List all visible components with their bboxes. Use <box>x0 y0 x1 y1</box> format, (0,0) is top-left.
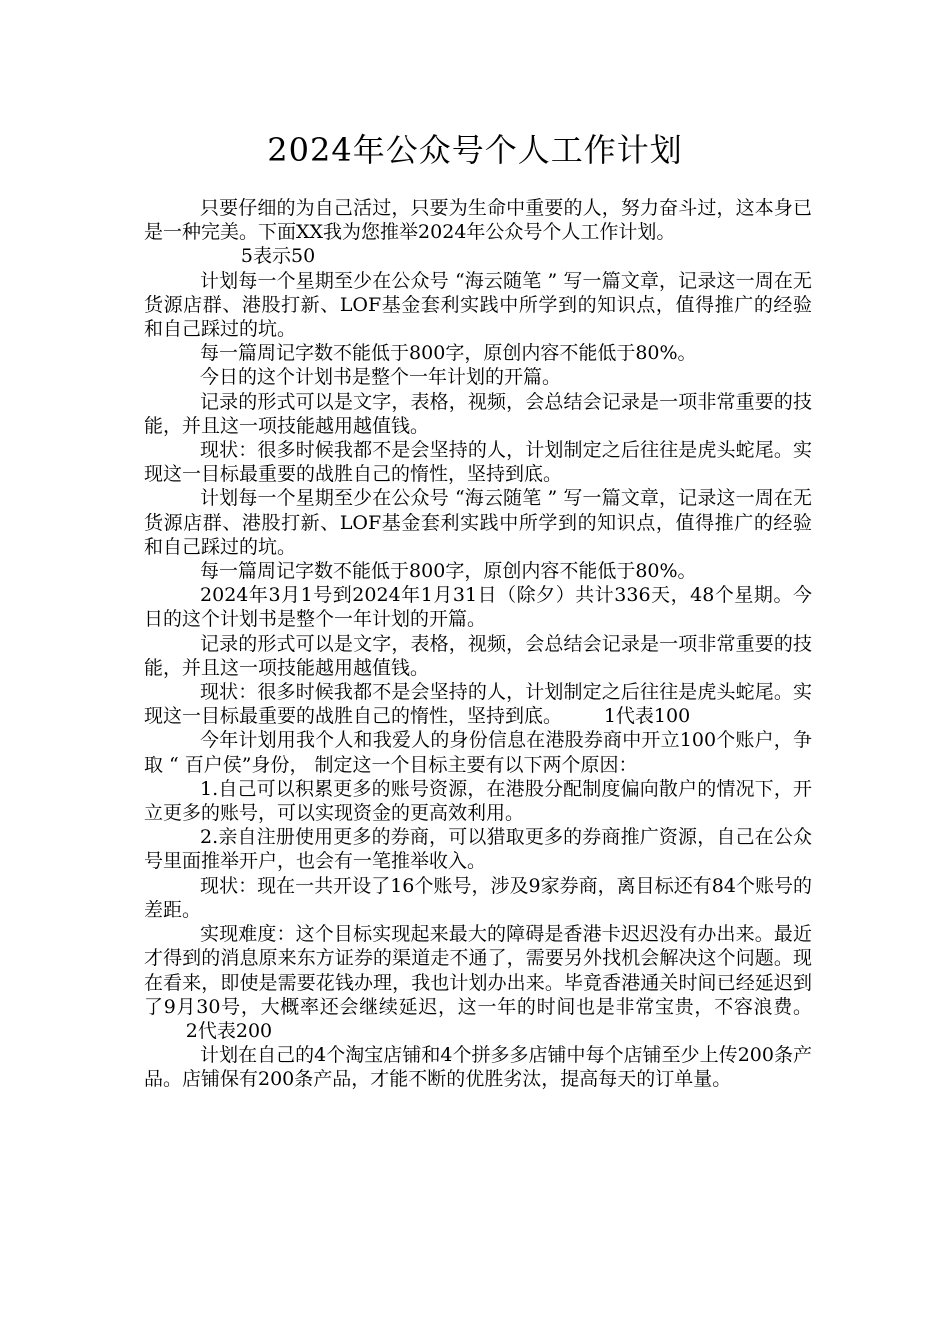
reason-1: 1.自己可以积累更多的账号资源，在港股分配制度偏向散户的情况下，开立更多的账号，可以实现资金的更高效利用。 <box>144 777 812 825</box>
paragraph-status-1: 现状：很多时候我都不是会坚持的人，计划制定之后往往是虎头蛇尾。实现这一目标最重要的战胜自己的惰性，坚持到底。 <box>144 439 812 486</box>
document-title: 2024年公众号个人工作计划 <box>267 131 683 169</box>
paragraph-difficulty-text: 实现难度：这个目标实现起来最大的障碍是香港卡迟迟没有办出来。最近才得到的消息原来东方证券的渠道走不通了，需要另外找机会解决这个问题。现在看来，即使是需要花钱办理，我也计划办出来。毕竟香港通关时间已经延迟到了9月30号，大概率还会继续延迟，这一年的时间也是非常宝贵，不容浪费。 <box>144 923 812 1018</box>
paragraph-format-repeat: 记录的形式可以是文字，表格，视频，会总结会记录是一项非常重要的技能，并且这一项技能越用越值钱。 <box>144 632 812 679</box>
paragraph-store-plan: 计划在自己的4个淘宝店铺和4个拼多多店铺中每个店铺至少上传200条产品。店铺保有200条产品，才能不断的优胜劣汰，提高每天的订单量。 <box>144 1044 812 1091</box>
intro-paragraph: 只要仔细的为自己活过，只要为生命中重要的人，努力奋斗过，这本身已是一种完美。下面XX我为您推举2024年公众号个人工作计划。 <box>144 197 812 244</box>
paragraph-account-status: 现状：现在一共开设了16个账号，涉及9家券商，离目标还有84个账号的差距。 <box>144 874 812 921</box>
reason-2: 2.亲自注册使用更多的券商，可以猎取更多的券商推广资源，自己在公众号里面推举开户，也会有一笔推举收入。 <box>144 826 812 873</box>
paragraph-date-range: 2024年3月1号到2024年1月31日（除夕）共计336天，48个星期。今日的这个计划书是整个一年计划的开篇。 <box>144 584 812 631</box>
paragraph-plan-weekly: 计划每一个星期至少在公众号 “海云随笔 ” 写一篇文章，记录这一周在无货源店群、港股打新、LOF基金套利实践中所学到的知识点，值得推广的经验和自己踩过的坑。 <box>144 269 812 341</box>
paragraph-status-2-text: 现状：很多时候我都不是会坚持的人，计划制定之后往往是虎头蛇尾。实现这一目标最重要的战胜自己的惰性，坚持到底。 <box>144 681 812 728</box>
document-body <box>144 196 812 1092</box>
section-label-2: 2代表200 <box>185 1019 273 1042</box>
paragraph-format: 记录的形式可以是文字，表格，视频，会总结会记录是一项非常重要的技能，并且这一项技能越用越值钱。 <box>144 390 812 437</box>
paragraph-word-count: 每一篇周记字数不能低于800字，原创内容不能低于80%。 <box>200 342 697 365</box>
paragraph-plan-weekly-repeat: 计划每一个星期至少在公众号 “海云随笔 ” 写一篇文章，记录这一周在无货源店群、港股打新、LOF基金套利实践中所学到的知识点，值得推广的经验和自己踩过的坑。 <box>144 487 812 558</box>
paragraph-status-2 <box>144 680 812 728</box>
paragraph-account-goal: 今年计划用我个人和我爱人的身份信息在港股券商中开立100个账户，争取 “ 百户侯”身份， 制定这一个目标主要有以下两个原因： <box>144 729 812 776</box>
section-label-5: 5表示50 <box>240 245 316 268</box>
paragraph-word-count-repeat: 每一篇周记字数不能低于800字，原创内容不能低于80%。 <box>200 560 697 583</box>
paragraph-difficulty <box>144 922 812 1043</box>
section-label-1: 1代表100 <box>603 705 691 728</box>
paragraph-opening: 今日的这个计划书是整个一年计划的开篇。 <box>200 366 562 389</box>
